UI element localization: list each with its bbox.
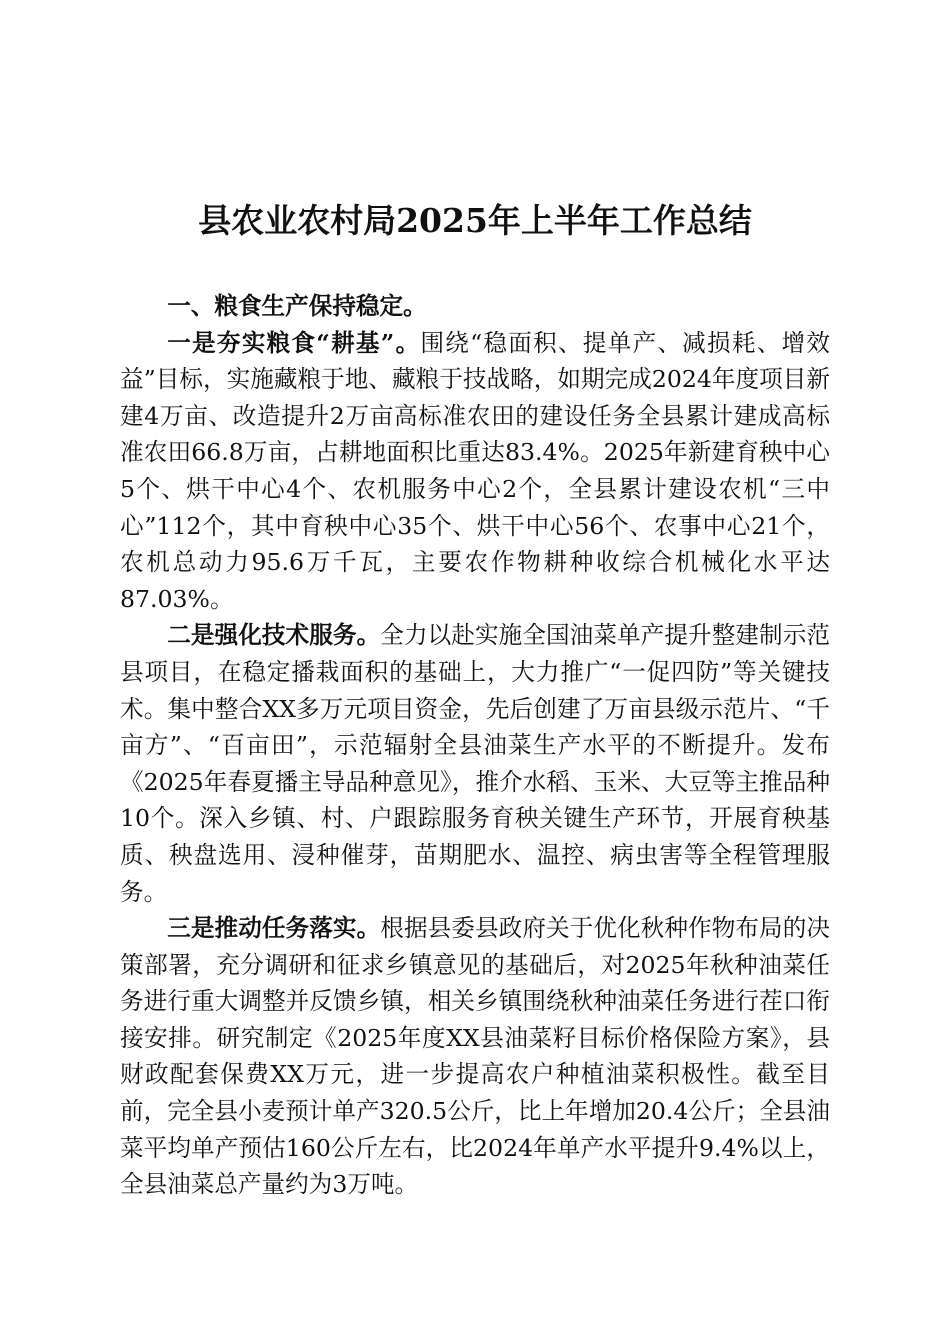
paragraph-farmland [120, 325, 830, 618]
paragraph-lead: 一是夯实粮食“耕基”。 [167, 328, 421, 357]
paragraph-text: 根据县委县政府关于优化秋种作物布局的决策部署，充分调研和征求乡镇意见的基础后，对2025年秋种油菜任务进行重大调整并反馈乡镇，相关乡镇围绕秋种油菜任务进行茬口衔接安排。研究制定《2025年度XX县油菜籽目标价格保险方案》，县财政配套保费XX万元，进一步提高农户种植油菜积极性。截至目前，完全县小麦预计单产320.5公斤，比上年增加20.4公斤；全县油菜平均单产预估160公斤左右，比2024年单产水平提升9.4%以上，全县油菜总产量约为3万吨。 [120, 914, 831, 1199]
section-heading: 一、粮食生产保持稳定。 [167, 292, 427, 320]
paragraph-technical-service [120, 617, 830, 910]
paragraph-text: 全力以赴实施全国油菜单产提升整建制示范县项目，在稳定播栽面积的基础上，大力推广“一促四防”等关键技术。集中整合XX多万元项目资金，先后创建了万亩县级示范片、“千亩方”、“百亩田”，示范辐射全县油菜生产水平的不断提升。发布《2025年春夏播主导品种意见》，推介水稻、玉米、大豆等主推品种10个。深入乡镇、村、户跟踪服务育秧关键生产环节，开展育秧基质、秧盘选用、浸种催芽，苗期肥水、温控、病虫害等全程管理服务。 [120, 621, 831, 906]
document-body [120, 288, 830, 1203]
paragraph-text: 围绕“稳面积、提单产、减损耗、增效益”目标，实施藏粮于地、藏粮于技战略，如期完成2024年度项目新建4万亩、改造提升2万亩高标准农田的建设任务全县累计建成高标准农田66.8万亩，占耕地面积比重达83.4%。2025年新建育秧中心5个、烘干中心4个、农机服务中心2个，全县累计建设农机“三中心”112个，其中育秧中心35个、烘干中心56个、农事中心21个，农机总动力95.6万千瓦，主要农作物耕种收综合机械化水平达87.03%。 [120, 328, 830, 613]
paragraph-lead: 二是强化技术服务。 [167, 621, 381, 650]
paragraph-lead: 三是推动任务落实。 [167, 914, 381, 943]
document-title: 县农业农村局2025年上半年工作总结 [198, 201, 752, 240]
paragraph-task-implementation [120, 910, 830, 1203]
